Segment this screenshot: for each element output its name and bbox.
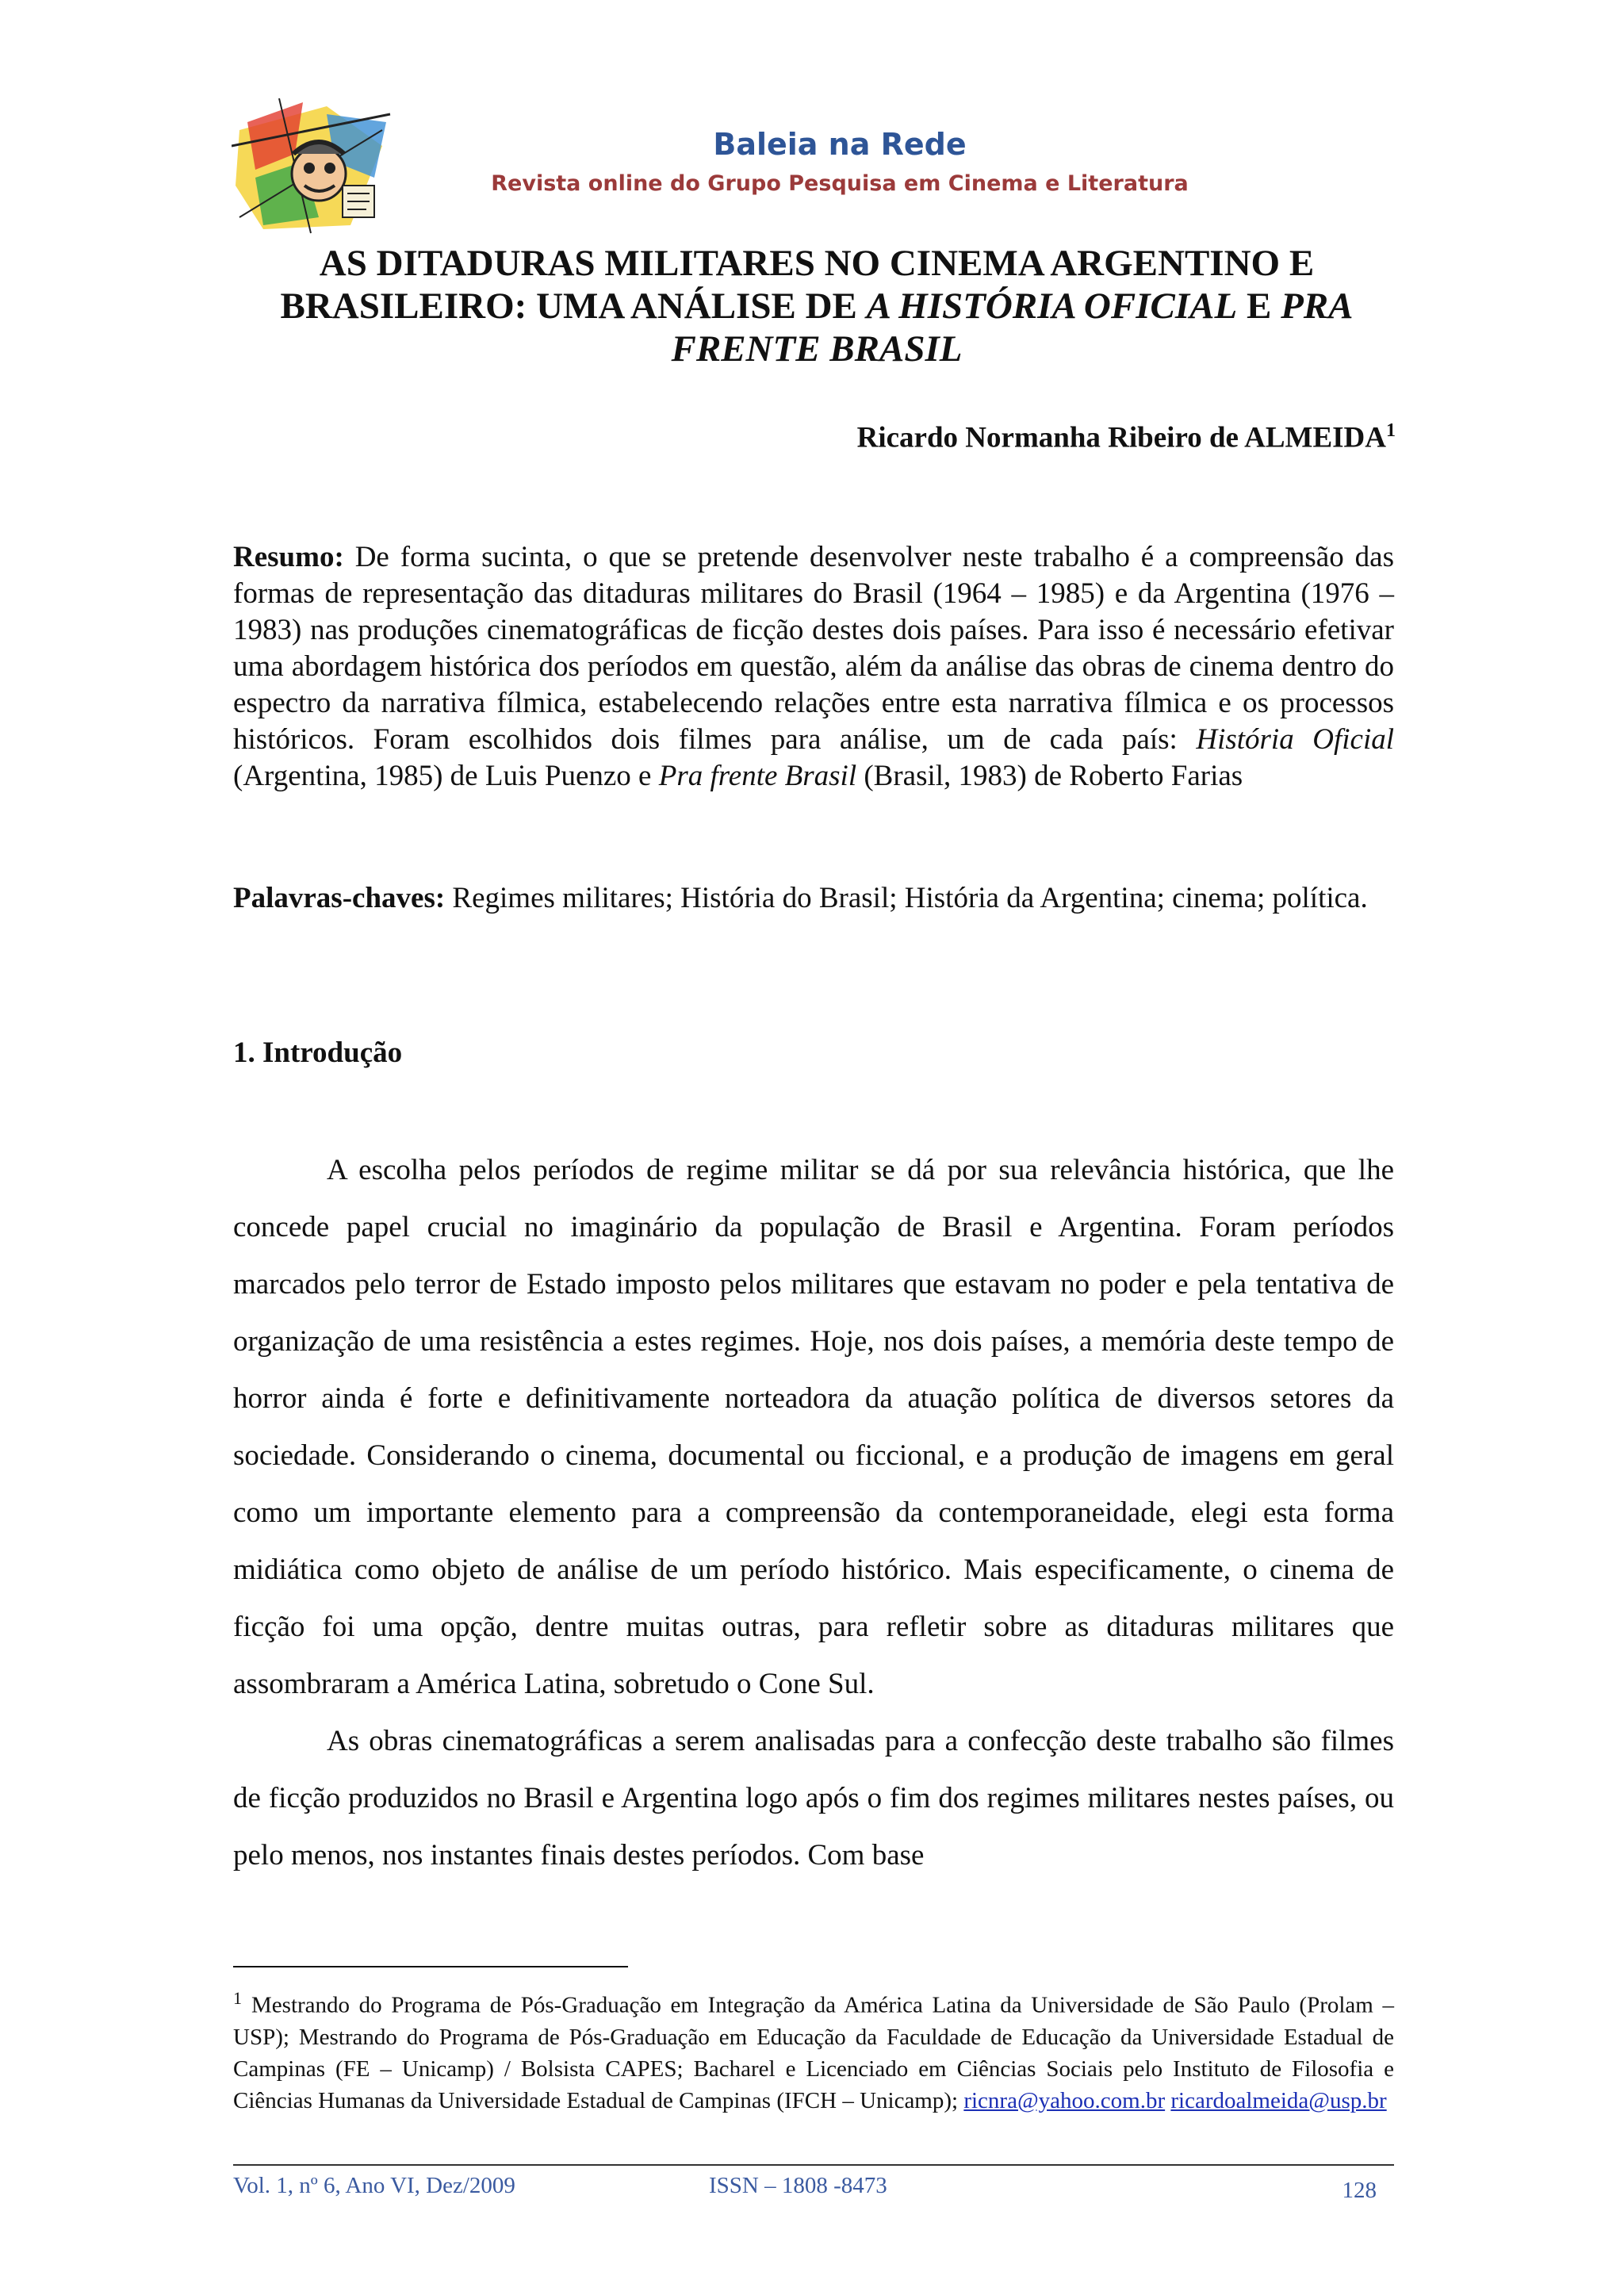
title-film-1: A HISTÓRIA OFICIAL <box>866 285 1238 327</box>
footnote-text: Mestrando do Programa de Pós-Graduação em Integração da América Latina da Universidade de São Paulo (Prolam – USP); Mestrando do Programa de Pós-Graduação em Educação da Faculdade de Educação da Universidade Estadual de Campinas (FE – Unicamp) / Bolsista CAPES; Bacharel e Licenciado em Ciências Sociais pelo Instituto de Filosofia e Ciências Humanas da Universidade Estadual de Campinas (IFCH – Unicamp); <box>233 1992 1394 2113</box>
keywords <box>233 880 1394 917</box>
author-line <box>857 420 1396 454</box>
footnote <box>233 1983 1394 2117</box>
abstract-film-2: Pra frente Brasil <box>658 760 857 792</box>
footer-volume: Vol. 1, nº 6, Ano VI, Dez/2009 <box>233 2173 515 2198</box>
abstract-text-1: De forma sucinta, o que se pretende desenvolver neste trabalho é a compreensão das formas de representação das ditaduras militares do Brasil (1964 – 1985) e da Argentina (1976 – 1983) nas produções cinematográficas de ficção destes dois países. Para isso é necessário efetivar uma abordagem histórica dos períodos em questão, além da análise das obras de cinema dentro do espectro da narrativa fílmica, estabelecendo relações entre esta narrativa fílmica e os processos históricos. Foram escolhidos dois filmes para análise, um de cada país: <box>233 541 1394 756</box>
footnote-divider <box>233 1966 628 1967</box>
title-film-2: PRA FRENTE BRASIL <box>671 285 1354 370</box>
abstract <box>233 539 1394 795</box>
abstract-text-2: (Argentina, 1985) de Luis Puenzo e <box>233 760 659 792</box>
abstract-film-1: História Oficial <box>1196 723 1395 756</box>
author-name: Ricardo Normanha Ribeiro de ALMEIDA <box>856 421 1386 454</box>
author-footnote-ref[interactable]: 1 <box>1386 420 1396 441</box>
footer-issn: ISSN – 1808 -8473 <box>709 2173 887 2198</box>
title-part-1: AS DITADURAS MILITARES NO CINEMA ARGENTINO E BRASILEIRO: UMA ANÁLISE DE <box>280 243 1315 327</box>
keywords-text: Regimes militares; História do Brasil; História da Argentina; cinema; política. <box>445 882 1368 914</box>
footnote-email-link-2[interactable]: ricardoalmeida@usp.br <box>1170 2087 1387 2113</box>
abstract-label: Resumo: <box>233 541 344 573</box>
footnote-number: 1 <box>233 1988 242 2008</box>
abstract-text-3: (Brasil, 1983) de Roberto Farias <box>856 760 1243 792</box>
footer-divider <box>233 2164 1394 2166</box>
journal-logo <box>232 98 392 235</box>
section-heading: 1. Introdução <box>233 1036 403 1069</box>
title-part-2: E <box>1237 285 1281 327</box>
body-text <box>233 1142 1394 1884</box>
keywords-label: Palavras-chaves: <box>233 882 446 914</box>
footnote-email-link-1[interactable]: ricnra@yahoo.com.br <box>963 2087 1166 2113</box>
journal-title: Baleia na Rede <box>713 127 967 162</box>
journal-subtitle: Revista online do Grupo Pesquisa em Cinema e Literatura <box>491 171 1189 196</box>
body-paragraph-1: A escolha pelos períodos de regime militar se dá por sua relevância histórica, que lhe concede papel crucial no imaginário da população de Brasil e Argentina. Foram períodos marcados pelo terror de Estado imposto pelos militares que estavam no poder e pela tentativa de organização de uma resistência a estes regimes. Hoje, nos dois países, a memória deste tempo de horror ainda é forte e definitivamente norteadora da atuação política de diversos setores da sociedade. Considerando o cinema, documental ou ficcional, e a produção de imagens em geral como um importante elemento para a compreensão da contemporaneidade, elegi esta forma midiática como objeto de análise de um período histórico. Mais especificamente, o cinema de ficção foi uma opção, dentre muitas outras, para refletir sobre as ditaduras militares que assombraram a América Latina, sobretudo o Cone Sul. <box>233 1154 1394 1700</box>
body-paragraph-2: As obras cinematográficas a serem analisadas para a confecção deste trabalho são filmes de ficção produzidos no Brasil e Argentina logo após o fim dos regimes militares nestes países, ou pelo menos, nos instantes finais destes períodos. Com base <box>233 1725 1394 1872</box>
page-number: 128 <box>1342 2178 1377 2203</box>
article-title <box>238 242 1396 370</box>
